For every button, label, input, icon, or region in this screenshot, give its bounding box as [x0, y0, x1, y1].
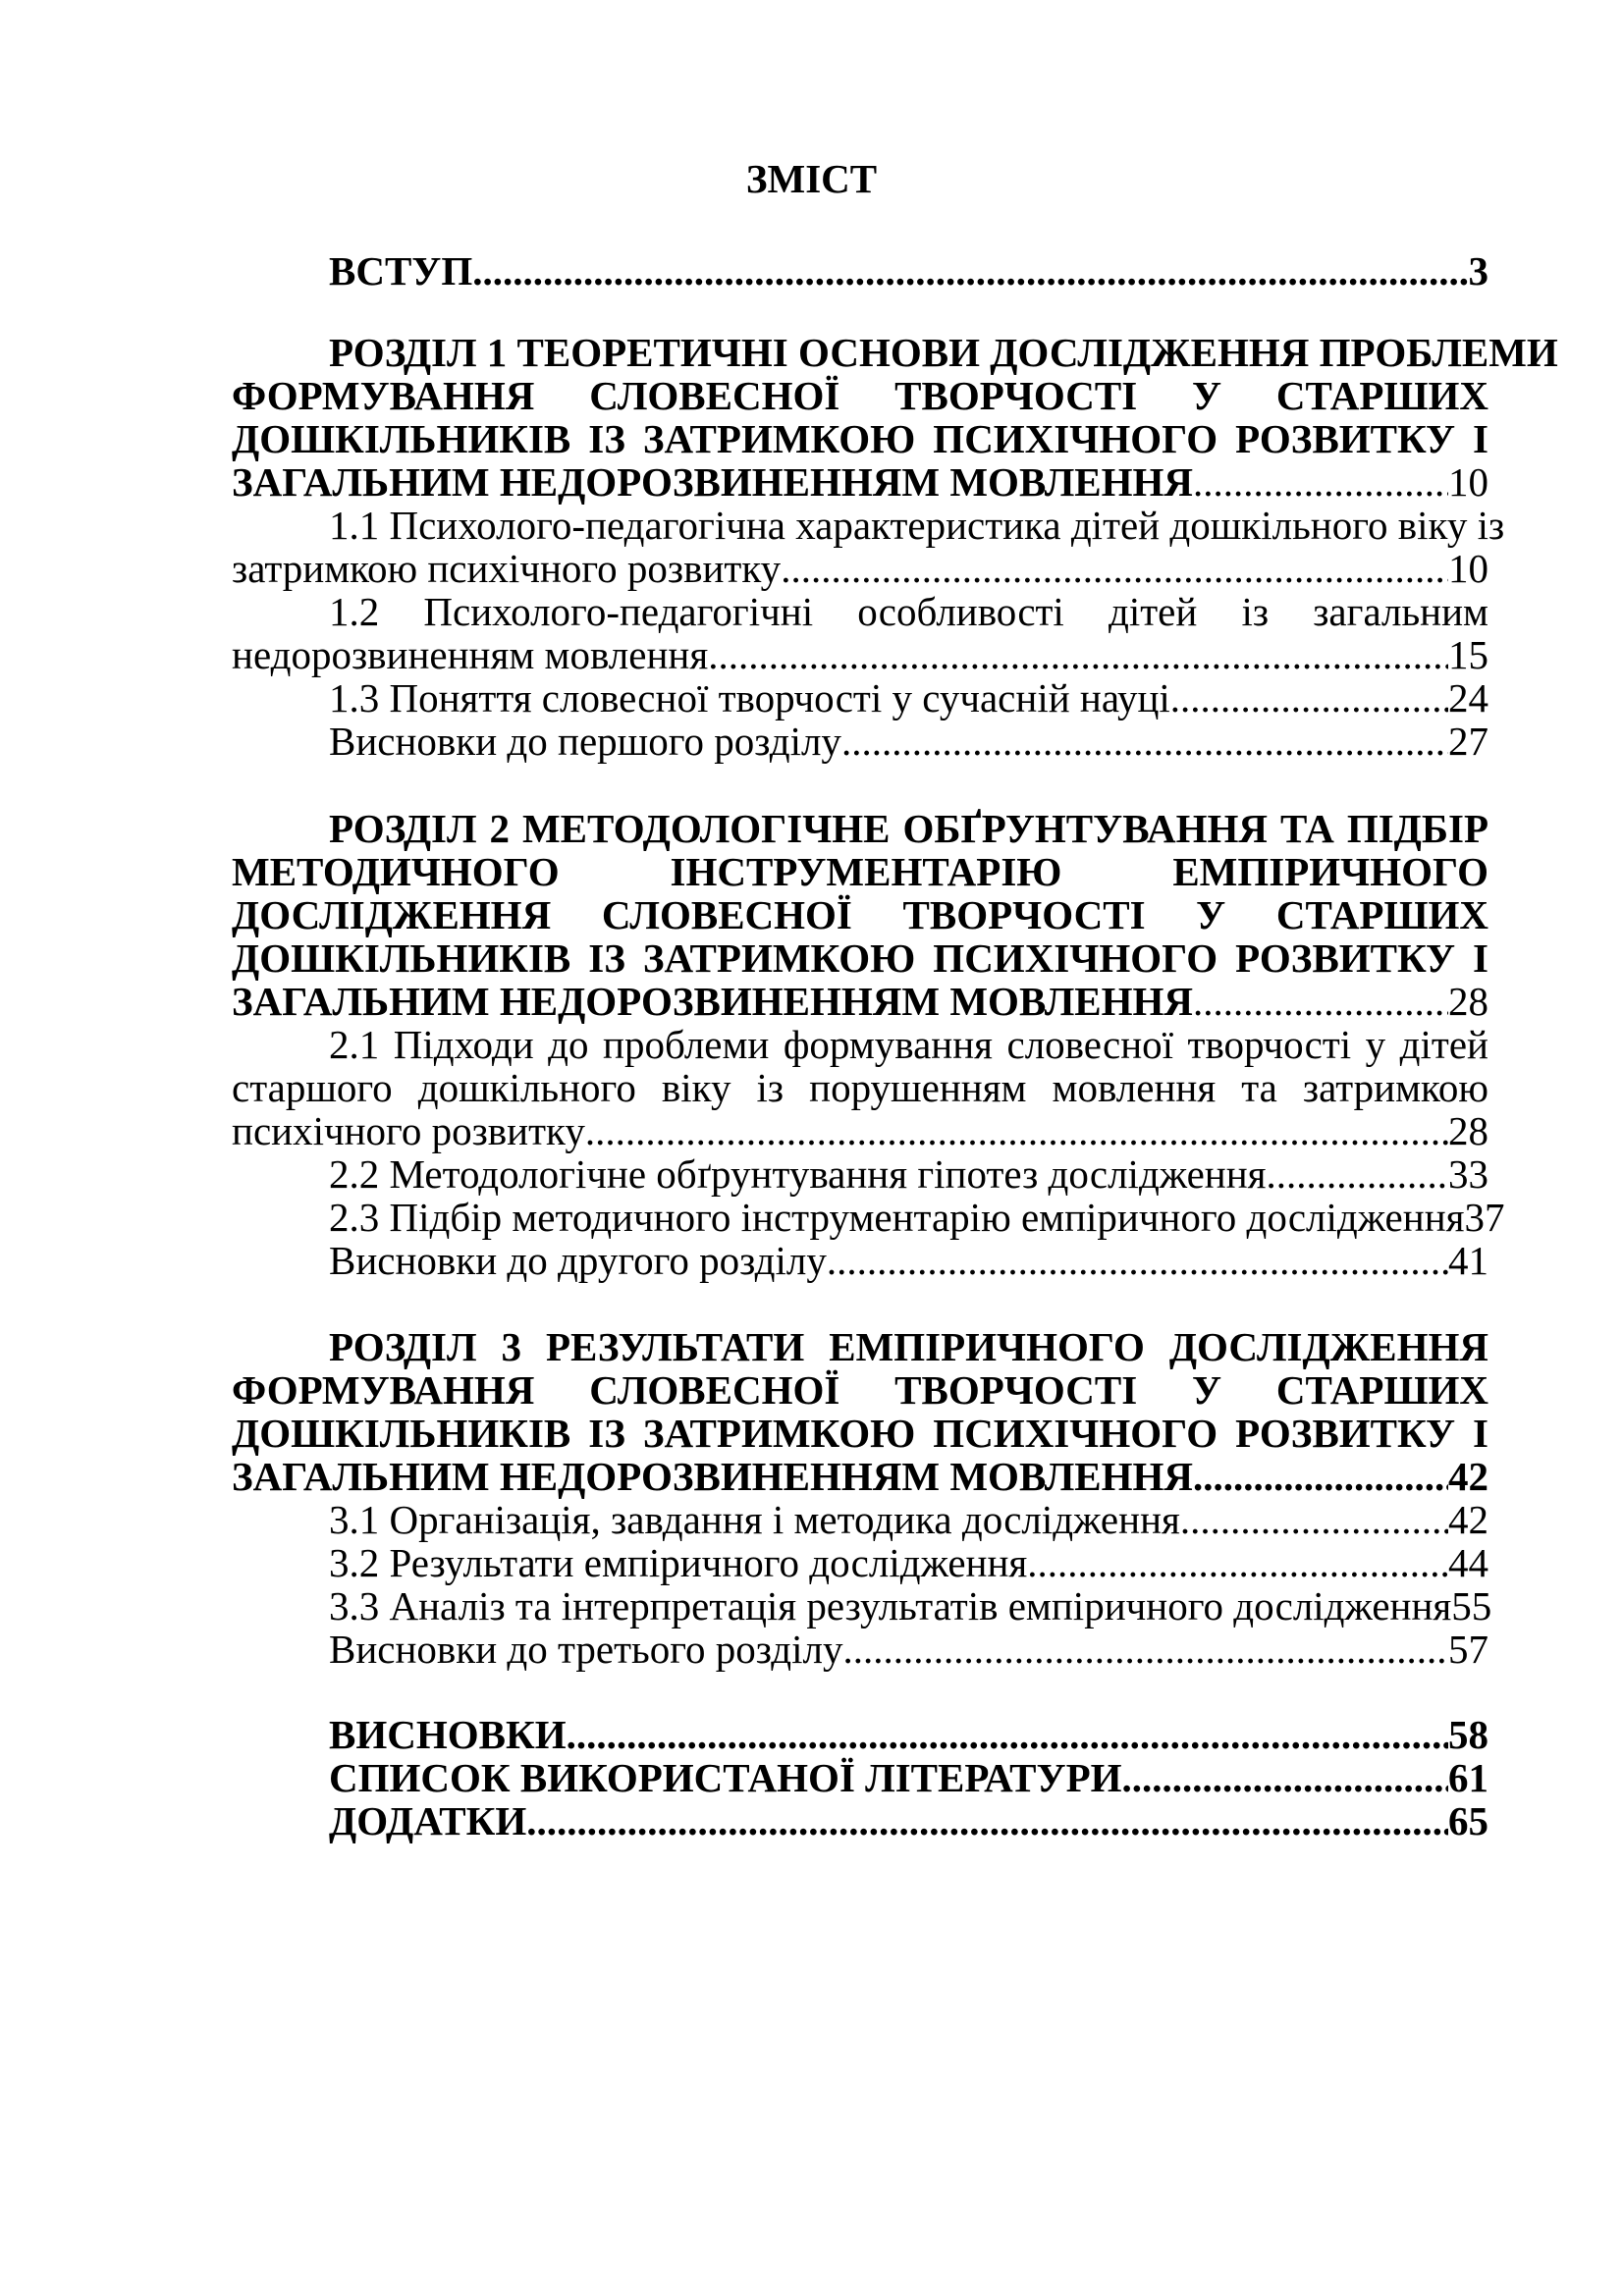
toc-entry-appendices[interactable]	[232, 1799, 1488, 1842]
toc-entry-intro[interactable]	[232, 249, 1488, 293]
toc-page-number: 42	[1448, 1454, 1488, 1499]
toc-section-1	[232, 330, 1558, 764]
dot-leader	[1267, 1152, 1448, 1196]
section-heading-line[interactable]: ДОШКІЛЬНИКІВ ІЗ ЗАТРИМКОЮ ПСИХІЧНОГО РОЗВИТКУ І	[232, 416, 1488, 461]
toc-page-number: 28	[1448, 1108, 1488, 1153]
section-heading-line[interactable]: МЕТОДИЧНОГО ІНСТРУМЕНТАРІЮ ЕМПІРИЧНОГО	[232, 849, 1488, 894]
dot-leader	[781, 547, 1448, 590]
dot-leader	[841, 720, 1448, 763]
toc-page-number: 61	[1448, 1755, 1488, 1800]
toc-entry-label: недорозвиненням мовлення	[232, 632, 709, 677]
toc-entry-label: затримкою психічного розвитку	[232, 546, 782, 591]
toc-subentry-line[interactable]: старшого дошкільного віку із порушенням мовлення та затримкою	[232, 1065, 1488, 1110]
toc-page-number: 41	[1448, 1238, 1488, 1283]
toc-entry-label: 3.3 Аналіз та інтерпретація результатів емпіричного дослідження	[329, 1583, 1452, 1629]
dot-leader	[827, 1239, 1448, 1282]
toc-entry-label: психічного розвитку	[232, 1108, 585, 1153]
toc-entry-label: ЗАГАЛЬНИМ НЕДОРОЗВИНЕННЯМ МОВЛЕННЯ	[232, 979, 1194, 1024]
toc-entry-references[interactable]	[232, 1756, 1488, 1799]
section-heading-line[interactable]: ФОРМУВАННЯ СЛОВЕСНОЇ ТВОРЧОСТІ У СТАРШИХ	[232, 1367, 1488, 1413]
section-heading-line[interactable]: РОЗДІЛ 2 МЕТОДОЛОГІЧНЕ ОБҐРУНТУВАННЯ ТА ПІДБІР	[329, 806, 1488, 851]
toc-page-number: 28	[1448, 979, 1488, 1024]
dot-leader	[585, 1109, 1448, 1152]
toc-page-number: 3	[1468, 248, 1488, 294]
section-heading-line[interactable]: РОЗДІЛ 3 РЕЗУЛЬТАТИ ЕМПІРИЧНОГО ДОСЛІДЖЕННЯ	[329, 1324, 1488, 1369]
toc-entry-section-1[interactable]	[232, 460, 1488, 504]
toc-page-number: 65	[1448, 1798, 1488, 1843]
toc-section-2	[232, 806, 1505, 1283]
toc-entry-conclusions[interactable]	[232, 1713, 1488, 1756]
dot-leader	[1122, 1756, 1448, 1799]
dot-leader	[472, 249, 1468, 293]
toc-entry-label: ВСТУП	[329, 248, 473, 294]
toc-subentry-1-1[interactable]	[232, 547, 1488, 590]
page-title: ЗМІСТ	[745, 156, 878, 201]
toc-subentry-2-3[interactable]	[232, 1195, 1505, 1240]
toc-subentry-3-3[interactable]	[232, 1583, 1492, 1629]
toc-subentry-1-2[interactable]	[232, 633, 1488, 676]
section-heading-line[interactable]: ДОСЛІДЖЕННЯ СЛОВЕСНОЇ ТВОРЧОСТІ У СТАРШИХ	[232, 892, 1488, 937]
section-heading-line[interactable]: ДОШКІЛЬНИКІВ ІЗ ЗАТРИМКОЮ ПСИХІЧНОГО РОЗВИТКУ І	[232, 1411, 1488, 1456]
dot-leader	[567, 1713, 1448, 1756]
toc-page-number: 33	[1448, 1151, 1488, 1197]
toc-page-number: 37	[1464, 1195, 1505, 1240]
toc-entry-label: ЗАГАЛЬНИМ НЕДОРОЗВИНЕННЯМ МОВЛЕННЯ	[232, 1454, 1194, 1499]
toc-subentry-line[interactable]: 1.1 Психолого-педагогічна характеристика дітей дошкільного віку із	[329, 503, 1505, 548]
toc-page-number: 44	[1448, 1540, 1488, 1585]
toc-subentry-line[interactable]: 1.2 Психолого-педагогічні особливості дітей із загальним	[329, 589, 1488, 634]
section-heading-line[interactable]: РОЗДІЛ 1 ТЕОРЕТИЧНІ ОСНОВИ ДОСЛІДЖЕННЯ ПРОБЛЕМИ	[329, 330, 1558, 375]
dot-leader	[842, 1628, 1448, 1671]
toc-page-number: 10	[1448, 546, 1488, 591]
toc-entry-section-2[interactable]	[232, 980, 1488, 1023]
dot-leader	[1193, 460, 1448, 504]
toc-entry-label: Висновки до першого розділу	[329, 719, 841, 764]
toc-subentry-3-1[interactable]	[232, 1498, 1488, 1541]
toc-subentry-conclusions-1[interactable]	[232, 720, 1488, 763]
toc-subentry-conclusions-2[interactable]	[232, 1239, 1488, 1282]
toc-entry-label: 3.2 Результати емпіричного дослідження	[329, 1540, 1028, 1585]
toc-subentry-1-3[interactable]	[232, 676, 1488, 720]
toc-page-number: 27	[1448, 719, 1488, 764]
toc-entry-label: Висновки до другого розділу	[329, 1238, 827, 1283]
dot-leader	[1027, 1541, 1448, 1584]
toc-page-number: 10	[1448, 459, 1488, 505]
toc-page-number: 57	[1448, 1627, 1488, 1672]
toc-entry-label: ЗАГАЛЬНИМ НЕДОРОЗВИНЕННЯМ МОВЛЕННЯ	[232, 459, 1194, 505]
toc-subentry-conclusions-3[interactable]	[232, 1628, 1488, 1671]
toc-entry-section-3[interactable]	[232, 1455, 1488, 1498]
dot-leader	[708, 633, 1448, 676]
toc-subentry-2-1[interactable]	[232, 1109, 1488, 1152]
dot-leader	[1180, 1498, 1448, 1541]
toc-subentry-line[interactable]: 2.1 Підходи до проблеми формування словесної творчості у дітей	[329, 1022, 1488, 1067]
dot-leader	[1193, 1455, 1448, 1498]
toc-entry-label: 3.1 Організація, завдання і методика дослідження	[329, 1497, 1180, 1542]
section-heading-line[interactable]: ДОШКІЛЬНИКІВ ІЗ ЗАТРИМКОЮ ПСИХІЧНОГО РОЗВИТКУ І	[232, 935, 1488, 981]
toc-page-number: 42	[1448, 1497, 1488, 1542]
toc-entry-label: 2.3 Підбір методичного інструментарію емпіричного дослідження	[329, 1195, 1465, 1240]
section-heading-line[interactable]: ФОРМУВАННЯ СЛОВЕСНОЇ ТВОРЧОСТІ У СТАРШИХ	[232, 373, 1488, 418]
toc-subentry-2-2[interactable]	[232, 1152, 1488, 1196]
toc-entry-label: ВИСНОВКИ	[329, 1712, 567, 1757]
dot-leader	[1170, 676, 1448, 720]
toc-intro	[232, 249, 1488, 293]
toc-entry-label: 2.2 Методологічне обґрунтування гіпотез дослідження	[329, 1151, 1267, 1197]
toc-entry-label: ДОДАТКИ	[329, 1798, 527, 1843]
toc-final-entries	[232, 1713, 1488, 1842]
toc-subentry-3-2[interactable]	[232, 1541, 1488, 1584]
toc-entry-label: 1.3 Поняття словесної творчості у сучасній науці	[329, 675, 1170, 721]
toc-page-number: 15	[1448, 632, 1488, 677]
toc-page-number: 24	[1448, 675, 1488, 721]
toc-entry-label: Висновки до третього розділу	[329, 1627, 843, 1672]
toc-page-number: 58	[1448, 1712, 1488, 1757]
toc-entry-label: СПИСОК ВИКОРИСТАНОЇ ЛІТЕРАТУРИ	[329, 1755, 1122, 1800]
dot-leader	[1193, 980, 1448, 1023]
toc-page-number: 55	[1451, 1583, 1492, 1629]
toc-section-3	[232, 1324, 1492, 1672]
dot-leader	[526, 1799, 1448, 1842]
